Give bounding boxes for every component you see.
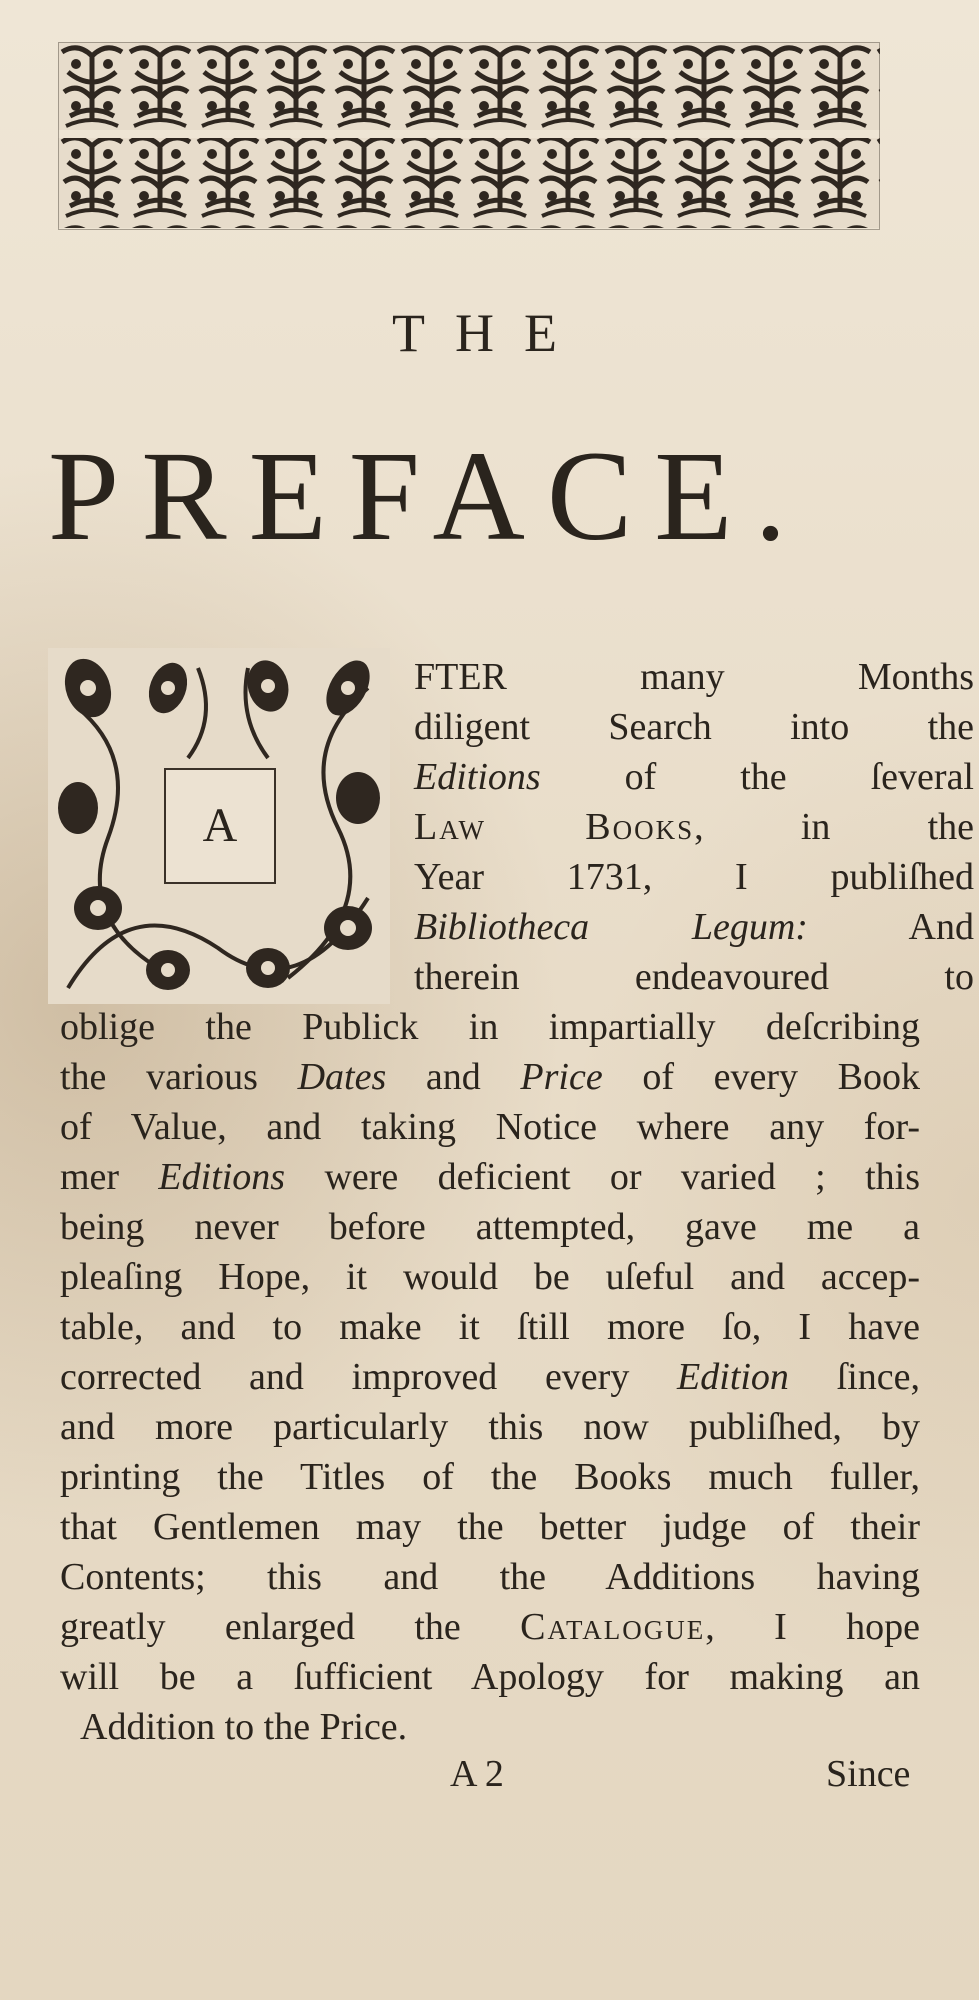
text-span: the various bbox=[60, 1056, 298, 1098]
heading-preface-dot: . bbox=[754, 425, 787, 567]
text-line bbox=[60, 1402, 920, 1452]
text-span: that Gentlemen may the better judge of their bbox=[60, 1506, 920, 1548]
text-line bbox=[60, 1352, 920, 1402]
heading-the: THE bbox=[392, 303, 587, 363]
text-line bbox=[60, 1252, 920, 1302]
text-italic: Edition bbox=[677, 1356, 789, 1398]
heading-preface-text: PREFACE bbox=[48, 425, 755, 567]
text-span: FTER many Months bbox=[414, 656, 974, 698]
text-span: greatly enlarged the bbox=[60, 1606, 521, 1648]
text-span: corrected and improved every bbox=[60, 1356, 678, 1398]
text-italic: Editions bbox=[414, 756, 541, 798]
text-span: and more particularly this now publiſhed, by bbox=[60, 1406, 920, 1448]
text-span: pleaſing Hope, it would be uſeful and accep- bbox=[60, 1256, 920, 1298]
text-line bbox=[60, 1602, 920, 1652]
text-small-caps: Law Books bbox=[414, 806, 695, 848]
text-span: were deficient or varied ; this bbox=[285, 1156, 920, 1198]
text-line bbox=[60, 1002, 920, 1052]
text-line bbox=[414, 802, 974, 852]
text-span: And bbox=[807, 906, 974, 948]
text-span: oblige the Publick in impartially deſcribing bbox=[60, 1006, 920, 1048]
text-span: mer bbox=[60, 1156, 159, 1198]
text-span: therein endeavoured to bbox=[414, 956, 974, 998]
text-span: printing the Titles of the Books much fuller, bbox=[60, 1456, 920, 1498]
text-line bbox=[60, 1452, 920, 1502]
text-italic: Editions bbox=[158, 1156, 286, 1198]
text-italic: Price bbox=[520, 1056, 603, 1098]
text-span: , I hope bbox=[705, 1606, 920, 1648]
floral-drop-cap bbox=[48, 648, 390, 1004]
text-line bbox=[414, 952, 974, 1002]
text-span: and bbox=[386, 1056, 521, 1098]
text-line bbox=[60, 1102, 920, 1152]
heading-preface bbox=[48, 425, 948, 567]
text-span: being never before attempted, gave me a bbox=[60, 1206, 920, 1248]
text-line bbox=[60, 1652, 920, 1702]
text-span: diligent Search into the bbox=[414, 706, 974, 748]
text-span: , in the bbox=[694, 806, 975, 848]
catchword: Since bbox=[826, 1753, 911, 1795]
text-line bbox=[60, 1152, 920, 1202]
text-line bbox=[414, 852, 974, 902]
text-span: ſince, bbox=[788, 1356, 920, 1398]
text-line bbox=[60, 1202, 920, 1252]
text-line bbox=[60, 1502, 920, 1552]
drop-cap-letter: A bbox=[164, 768, 276, 884]
text-span: table, and to make it ſtill more ſo, I have bbox=[60, 1306, 920, 1348]
text-line bbox=[414, 752, 974, 802]
text-line bbox=[414, 902, 974, 952]
text-span: Year 1731, I publiſhed bbox=[414, 856, 974, 898]
text-line bbox=[80, 1702, 407, 1752]
text-line bbox=[60, 1302, 920, 1352]
text-span: of the ſeveral bbox=[540, 756, 974, 798]
text-italic: Dates bbox=[297, 1056, 387, 1098]
text-line bbox=[60, 1052, 920, 1102]
text-span: Contents; this and the Additions having bbox=[60, 1556, 920, 1598]
text-span: Addition to the Price. bbox=[80, 1706, 408, 1748]
text-italic: Bibliotheca Legum: bbox=[414, 906, 808, 948]
text-line bbox=[60, 1552, 920, 1602]
text-span: of Value, and taking Notice where any for- bbox=[60, 1106, 920, 1148]
text-small-caps: Catalogue bbox=[520, 1606, 706, 1648]
text-line bbox=[414, 652, 974, 702]
signature-mark: A 2 bbox=[450, 1753, 504, 1795]
ornamental-headband bbox=[58, 42, 880, 230]
text-span: of every Book bbox=[602, 1056, 920, 1098]
text-span: will be a ſufficient Apology for making an bbox=[60, 1656, 920, 1698]
text-line bbox=[414, 702, 974, 752]
